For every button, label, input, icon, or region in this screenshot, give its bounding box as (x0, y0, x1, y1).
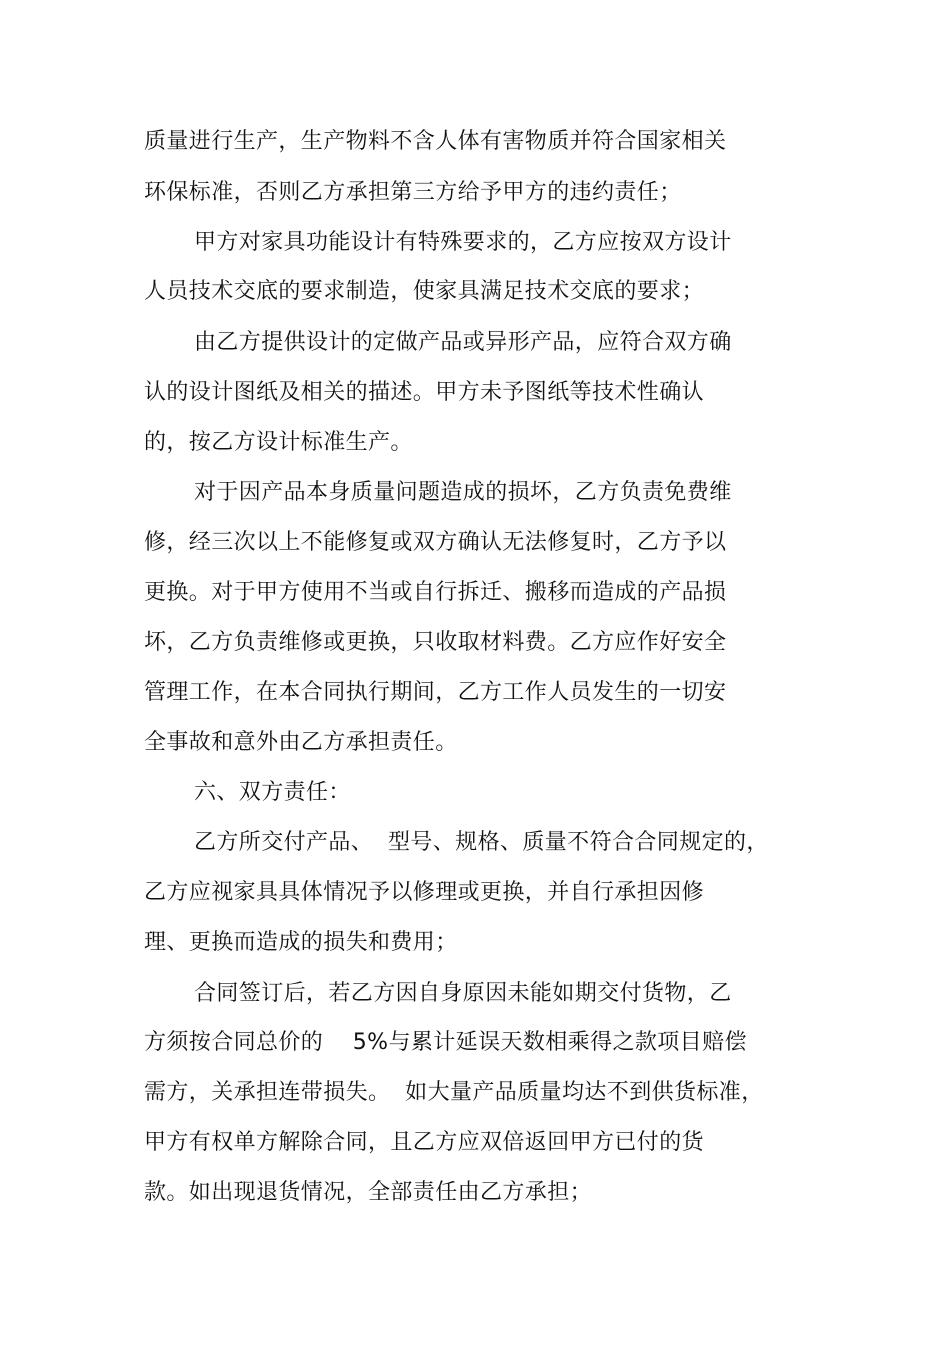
text-line: 管理工作，在本合同执行期间，乙方工作人员发生的一切安 (144, 680, 727, 705)
text-line: 质量进行生产，生产物料不含人体有害物质并符合国家相关 (144, 129, 727, 154)
text-line: 款。如出现退货情况，全部责任由乙方承担； (144, 1180, 593, 1205)
text-line: 方须按合同总价的 5%与累计延误天数相乘得之款项目赔偿 (144, 1030, 747, 1055)
paragraph-start: 对于因产品本身质量问题造成的损坏，乙方负责免费维 (194, 480, 732, 505)
text-line: 坏，乙方负责维修或更换，只收取材料费。乙方应作好安全 (144, 630, 727, 655)
text-line: 认的设计图纸及相关的描述。甲方未予图纸等技术性确认 (144, 380, 705, 405)
text-line: 环保标准，否则乙方承担第三方给予甲方的违约责任； (144, 180, 682, 205)
text-line: 人员技术交底的要求制造，使家具满足技术交底的要求； (144, 279, 705, 304)
text-line: 的，按乙方设计标准生产。 (144, 430, 413, 455)
paragraph-start: 乙方所交付产品、 型号、规格、质量不符合合同规定的， (194, 830, 769, 855)
paragraph-start: 甲方对家具功能设计有特殊要求的，乙方应按双方设计 (194, 230, 732, 255)
paragraph-start: 合同签订后，若乙方因自身原因未能如期交付货物，乙 (194, 981, 732, 1006)
text-line: 甲方有权单方解除合同，且乙方应双倍返回甲方已付的货 (144, 1130, 705, 1155)
paragraph-start: 由乙方提供设计的定做产品或异形产品，应符合双方确 (194, 330, 732, 355)
text-line: 修，经三次以上不能修复或双方确认无法修复时，乙方予以 (144, 530, 727, 555)
text-line: 乙方应视家具具体情况予以修理或更换，并自行承担因修 (144, 880, 705, 905)
text-line: 全事故和意外由乙方承担责任。 (144, 730, 458, 755)
text-line: 更换。对于甲方使用不当或自行拆迁、搬移而造成的产品损 (144, 580, 727, 605)
text-line: 需方，关承担连带损失。 如大量产品质量均达不到供货标准， (144, 1080, 764, 1105)
text-line: 理、更换而造成的损失和费用； (144, 930, 458, 955)
section-heading: 六、双方责任： (194, 780, 351, 805)
